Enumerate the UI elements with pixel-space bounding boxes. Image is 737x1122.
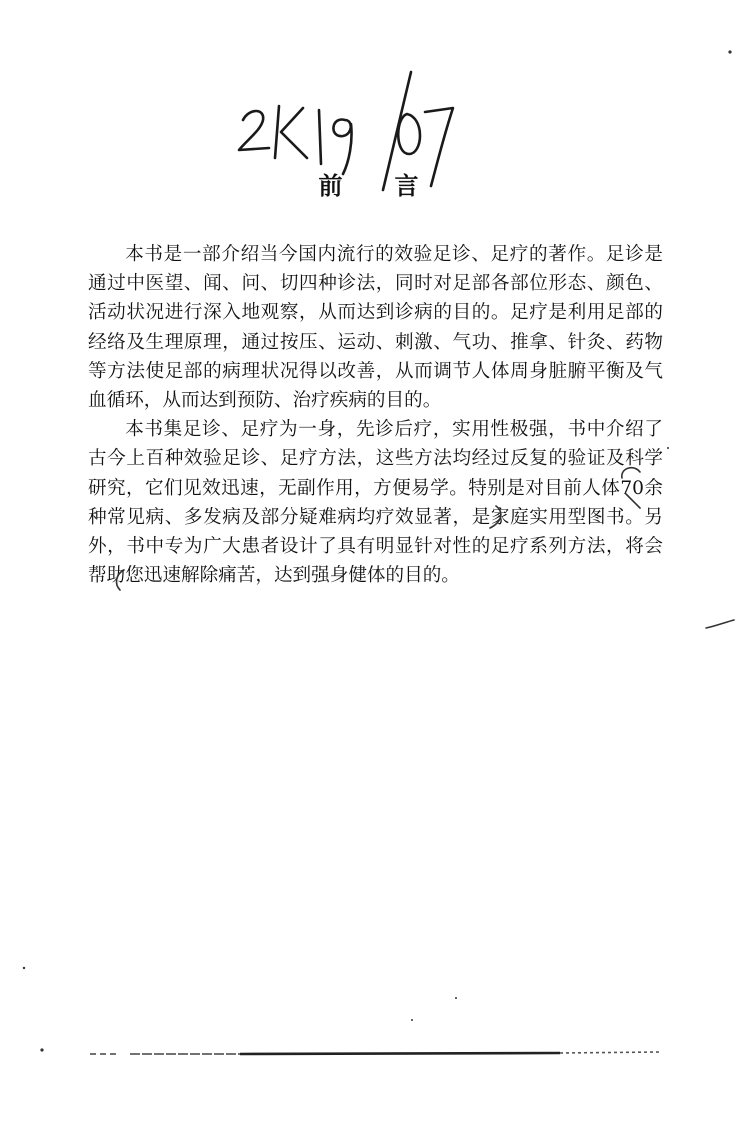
paragraph: 本书集足诊、足疗为一身，先诊后疗，实用性极强，书中介绍了古今上百种效验足诊、足疗方法，这些方法均经过反复的验证及科学研究，它们见效迅速，无副作用，方便易学。特别是对目前人体70余种常见病、多发病及部分疑难病均疗效显著，是家庭实用型图书。另外，书中专为广大患者设计了具有明显针对性的足疗系列方法，将会帮助您迅速解除痛苦，达到强身健体的目的。 [88,419,663,587]
preface-body [88,240,663,590]
page-title: 前言 [318,172,471,200]
paragraph: 本书是一部介绍当今国内流行的效验足诊、足疗的著作。足诊是通过中医望、闻、问、切四种诊法，同时对足部各部位形态、颜色、活动状况进行深入地观察，从而达到诊病的目的。足疗是利用足部的经络及生理原理，通过按压、运动、刺激、气功、推拿、针灸、药物等方法使足部的病理状况得以改善，从而调节人体周身脏腑平衡及气血循环，从而达到预防、治疗疾病的目的。 [88,244,663,412]
